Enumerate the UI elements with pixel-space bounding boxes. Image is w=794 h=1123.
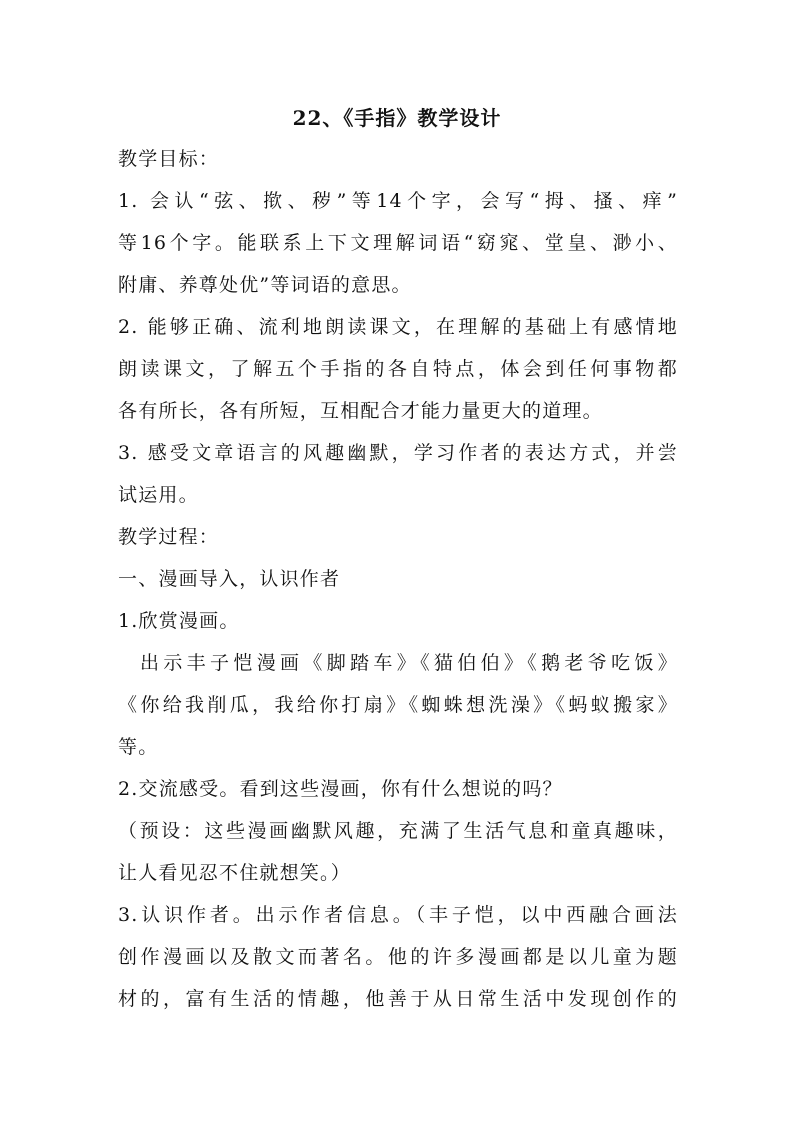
paragraph-line: 创作漫画以及散文而著名。他的许多漫画都是以儿童为题 bbox=[118, 946, 678, 968]
paragraph-line: 1. 会认“弦、揿、秽”等14个字，会写“拇、搔、痒” bbox=[118, 190, 678, 212]
paragraph-line: 2. 能够正确、流利地朗读课文，在理解的基础上有感情地 bbox=[118, 316, 678, 338]
paragraph-line: 让人看见忍不住就想笑。） bbox=[118, 862, 351, 884]
document-title: 22、《手指》教学设计 bbox=[292, 106, 502, 130]
paragraph-line: 试运用。 bbox=[118, 484, 199, 506]
paragraph-line: 3.认识作者。出示作者信息。（丰子恺，以中西融合画法 bbox=[118, 904, 678, 926]
paragraph-line: 各有所长，各有所短，互相配合才能力量更大的道理。 bbox=[118, 400, 603, 422]
paragraph-line: 朗读课文，了解五个手指的各自特点，体会到任何事物都 bbox=[118, 358, 678, 380]
paragraph-line: 1.欣赏漫画。 bbox=[118, 610, 240, 632]
subsection-heading: 一、漫画导入，认识作者 bbox=[118, 568, 341, 590]
paragraph-line: 等。 bbox=[118, 736, 159, 758]
paragraph-line: 材的，富有生活的情趣，他善于从日常生活中发现创作的 bbox=[118, 988, 678, 1010]
paragraph-line: 2.交流感受。看到这些漫画，你有什么想说的吗？ bbox=[118, 778, 563, 800]
section-heading-process: 教学过程： bbox=[118, 526, 220, 548]
section-heading-goals: 教学目标： bbox=[118, 148, 220, 170]
paragraph-line: 等16个字。能联系上下文理解词语“窈窕、堂皇、渺小、 bbox=[118, 232, 678, 254]
paragraph-line: （预设：这些漫画幽默风趣，充满了生活气息和童真趣味， bbox=[118, 820, 678, 842]
paragraph-line: 出示丰子恺漫画《脚踏车》《猫伯伯》《鹅老爷吃饭》 bbox=[140, 652, 678, 674]
paragraph-line: 3. 感受文章语言的风趣幽默，学习作者的表达方式，并尝 bbox=[118, 442, 678, 464]
paragraph-line: 《你给我削瓜，我给你打扇》《蜘蛛想洗澡》《蚂蚁搬家》 bbox=[118, 694, 678, 716]
paragraph-line: 附庸、养尊处优”等词语的意思。 bbox=[118, 274, 412, 296]
